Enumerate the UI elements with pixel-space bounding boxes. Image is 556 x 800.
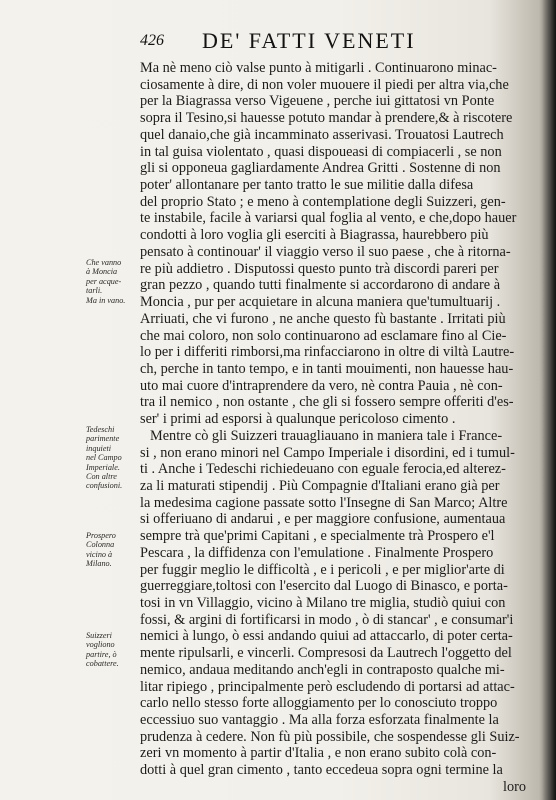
text-line: nemici à lungo, ò essi andando quiui ad attaccarlo, di poter certa- bbox=[140, 628, 513, 645]
text-line: re più addietro . Disputossi questo punto trà discordi pareri per bbox=[140, 260, 499, 277]
text-line: Ma nè meno ciò valse punto à mitigarli . Continuarono minac- bbox=[140, 60, 497, 76]
text-line: zeri vn momento à partir d'Italia , e non erano subito colà con- bbox=[140, 745, 497, 762]
body-text bbox=[140, 60, 526, 796]
margin-note-line: per acque- bbox=[86, 276, 122, 286]
margin-note-line: Imperiale. bbox=[86, 462, 120, 472]
page-header bbox=[140, 28, 530, 56]
text-line: si , non erano minori nel Campo Imperiale i disordini, ed i tumul- bbox=[140, 444, 515, 461]
margin-note-line: inquieti bbox=[86, 443, 112, 453]
text-line: lo per i differiti rimborsi,ma rinfacciarono in oltre di viltà Lautre- bbox=[140, 344, 515, 361]
margin-note-line: vicino à bbox=[86, 549, 113, 559]
text-line: mente ripulsarli, e vincerli. Compresosi da Lautrech l'oggetto del bbox=[140, 645, 512, 662]
text-line: ti . Anche i Tedeschi richiedeuano con eguale ferocia,ed alterez- bbox=[140, 461, 506, 478]
text-line: si offeriuano di andarui , e per maggiore confusione, aumentaua bbox=[140, 511, 506, 528]
catchword: loro bbox=[502, 778, 526, 795]
text-line: litar ripiego , principalmente però escludendo di portarsi ad attac- bbox=[140, 678, 515, 695]
page-number: 426 bbox=[140, 32, 164, 49]
margin-note-line: Con altre bbox=[86, 472, 117, 482]
text-line: uto mai cuore d'intraprendere da vero, nè contra Pauia , nè con- bbox=[140, 377, 503, 394]
text-line: za li maturati stipendij . Più Compagnie d'Italiani erano già per bbox=[140, 477, 500, 494]
text-line: nemico, andaua meditando anch'egli in contraposto qualche mi- bbox=[140, 661, 505, 678]
text-line: del proprio Stato ; e meno à contemplatione degli Suizzeri, gen- bbox=[140, 193, 506, 210]
margin-note-line: nel Campo bbox=[86, 453, 122, 463]
text-line: in tal guisa violentato , quasi dispoueasi di compiacerli , se non bbox=[140, 143, 502, 160]
text-line: per fuggir meglio le difficoltà , e i pericoli , e per miglior'arte di bbox=[140, 561, 505, 578]
margin-note-line: Suizzeri bbox=[86, 631, 112, 640]
text-line: ch, perche in tanto tempo, e in tanti mouimenti, non hauesse hau- bbox=[140, 360, 514, 377]
margin-note-line: Ma in vano. bbox=[86, 295, 126, 305]
margin-note-line: parimente bbox=[86, 434, 120, 444]
margin-note-line: à Moncia bbox=[86, 267, 118, 277]
text-line: eccessiuo suo vantaggio . Ma alla forza esforzata finalmente la bbox=[140, 712, 499, 729]
text-line: tosi in vn Villaggio, vicino à Milano tre miglia, studiò quiui con bbox=[140, 595, 506, 611]
margin-note-line: cobattere. bbox=[86, 659, 119, 669]
text-line: quel danaio,che già incamminato asserivasi. Trouatosi Lautrech bbox=[140, 126, 504, 143]
margin-note-line: partire, ò bbox=[86, 649, 117, 659]
text-line: carlo nello stesso forte alloggiamento per lo conosciuto troppo bbox=[140, 695, 498, 712]
margin-note-tedeschi bbox=[86, 425, 138, 491]
text-line: pensato à continouar' il viaggio verso il suo paese , che à ritorna- bbox=[140, 243, 511, 260]
page-edge-shadow bbox=[542, 0, 556, 800]
margin-note-line: confusioni. bbox=[86, 481, 123, 491]
text-line: che mai coloro, non solo continuarono ad esclamare fino al Cie- bbox=[140, 327, 507, 344]
margin-note-prospero bbox=[86, 531, 138, 569]
text-line: tra il nemico , non ostante , che gli si fossero sempre offeriti d'es- bbox=[140, 394, 514, 411]
text-line: sopra il Tesino,si hauesse potuto mandar à prendere,& à riscotere bbox=[140, 110, 513, 127]
text-line: Moncia , pur per acquietare in alcuna maniera que'tumultuarij . bbox=[140, 294, 501, 311]
text-line: gran pezzo , quando tutti finalmente si accordarono di andare à bbox=[140, 277, 501, 294]
text-line: poter' allontanare per tanto tratto le sue militie dalla difesa bbox=[140, 177, 474, 194]
margin-note-line: Che vanno bbox=[86, 258, 122, 267]
margin-note-suizzeri bbox=[86, 631, 138, 669]
text-line: fossi, & argini di fortificarsi in modo , ò di stancar' , e consumar'i bbox=[140, 611, 514, 628]
text-line: Mentre cò gli Suizzeri trauagliauano in maniera tale i France- bbox=[150, 427, 503, 444]
margin-note-line: vogliono bbox=[86, 640, 115, 650]
text-line: per la Biagrassa verso Vigeuene , perche iui gittatosi vn Ponte bbox=[140, 93, 495, 110]
text-line: condotti à loro voglia gli eserciti à Biagrassa, haurebbero più bbox=[140, 227, 489, 244]
text-line: Pescara , la diffidenza con l'emulatione . Finalmente Prospero bbox=[140, 544, 494, 561]
margin-note-line: tarli. bbox=[86, 286, 103, 296]
text-line: ciosamente à dire, di non voler muouere il piedi per altra via,che bbox=[140, 76, 509, 93]
text-line: Arriuati, che vi furono , ne anche questo fù bastante . Irritati più bbox=[140, 310, 506, 327]
margin-note-moncia bbox=[86, 258, 138, 305]
text-line: dotti à quel gran cimento , tanto eccedeua sopra ogni termine la bbox=[140, 762, 503, 779]
text-line: guerreggiare,toltosi con l'esercito dal Luogo di Binasco, e porta- bbox=[140, 578, 508, 595]
text-line: prudenza à cedere. Non fù più possibile, che sospendesse gli Suiz- bbox=[140, 728, 520, 745]
margin-note-line: Colonna bbox=[86, 540, 115, 550]
margin-note-line: Tedeschi bbox=[86, 425, 115, 434]
text-line: ser' i primi ad esporsi à qualunque pericoloso cimento . bbox=[140, 411, 456, 428]
margin-note-line: Prospero bbox=[86, 531, 116, 540]
running-title: DE' FATTI VENETI bbox=[202, 28, 416, 53]
text-line: gli si opponeua gagliardamente Andrea Gritti . Sostenne di non bbox=[140, 160, 501, 177]
text-line: sempre trà que'primi Capitani , e specialmente trà Prospero e'l bbox=[140, 528, 495, 545]
margin-note-line: Milano. bbox=[86, 559, 112, 569]
text-line: la medesima cagione passate sotto l'Insegne di San Marco; Altre bbox=[140, 494, 508, 511]
text-line: te instabile, facile à variarsi qual foglia al vento, e che,dopo hauer bbox=[140, 210, 517, 227]
